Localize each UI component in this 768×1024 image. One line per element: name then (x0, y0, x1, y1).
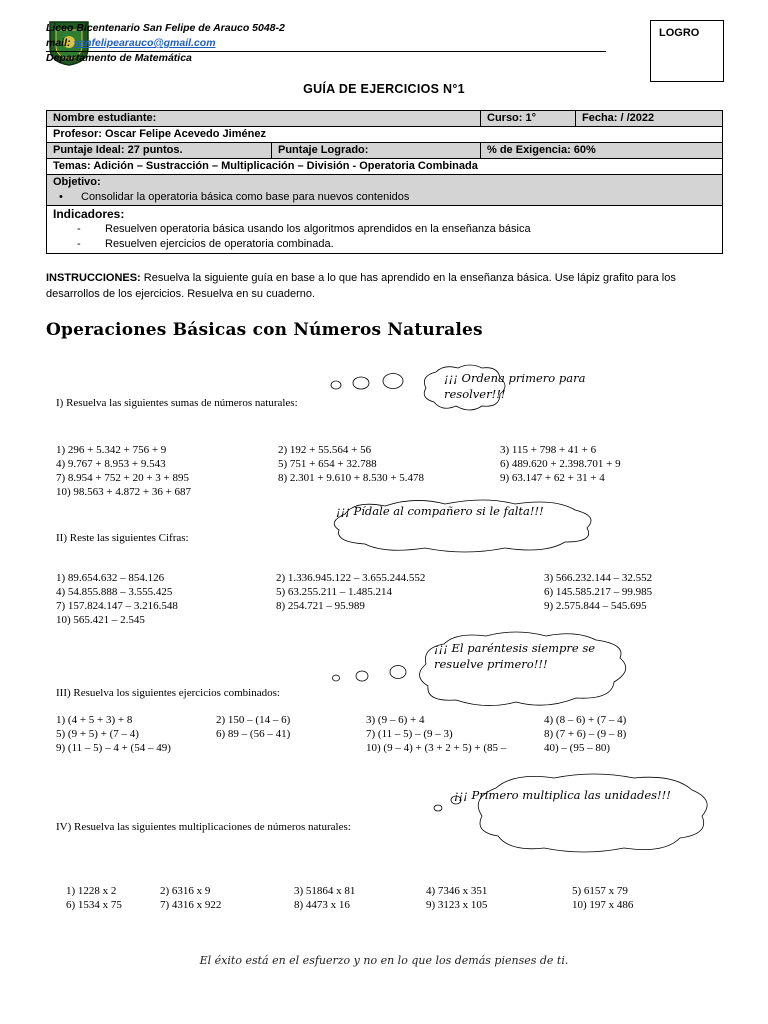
part2-col-2 (276, 571, 425, 613)
thought-bubble-icon (424, 772, 714, 856)
exercise-item: 40) – (95 – 80) (544, 742, 610, 754)
exercise-item: 10) 565.421 – 2.545 (56, 614, 145, 626)
exercise-item: 9) 3123 x 105 (426, 899, 488, 911)
part1-col-3 (500, 443, 621, 485)
info-row-topics (47, 159, 723, 175)
info-row-scores (47, 143, 723, 159)
cloud-hint-3: ¡¡¡ El paréntesis siempre se resuelve primero!!! (434, 641, 596, 671)
info-row-professor (47, 127, 723, 143)
part2-col-3 (544, 571, 652, 613)
ideal-score: Puntaje Ideal: 27 puntos. (47, 143, 272, 159)
topics: Temas: Adición – Sustracción – Multiplicación – División - Operatoria Combinada (47, 159, 723, 175)
professor-field: Profesor: Oscar Felipe Acevedo Jiménez (47, 127, 723, 143)
exercise-item: 3) (9 – 6) + 4 (366, 714, 425, 726)
exercise-item: 9) 63.147 + 62 + 31 + 4 (500, 472, 605, 484)
mail-link[interactable]: sanfelipearauco@gmail.com (73, 37, 216, 49)
part3-col-2 (216, 713, 290, 741)
exercise-item: 8) 2.301 + 9.610 + 8.530 + 5.478 (278, 472, 425, 484)
instructions-text: Resuelva la siguiente guía en base a lo que has aprendido en la enseñanza básica. Use lápiz grafito para los desarrollos de los ejercicios. Resuelva en su cuaderno. (46, 272, 676, 300)
exercise-item: 7) 4316 x 922 (160, 899, 222, 911)
part4-col-4 (426, 884, 487, 912)
exercise-item: 7) 8.954 + 752 + 20 + 3 + 895 (56, 472, 189, 484)
department-name: Departamento de Matemática (46, 52, 192, 64)
exercise-item: 9) 2.575.844 – 545.695 (544, 600, 647, 612)
exercise-item: 7) 157.824.147 – 3.216.548 (56, 600, 178, 612)
exercise-item: 2) 150 – (14 – 6) (216, 714, 291, 726)
info-row-indicators (47, 206, 723, 254)
indicators-cell (47, 206, 723, 254)
part3-col-4 (544, 713, 626, 755)
exercise-item: 1) 296 + 5.342 + 756 + 9 (56, 444, 167, 456)
part4-col-2 (160, 884, 221, 912)
part4-col-1 (66, 884, 122, 912)
student-name-field[interactable]: Nombre estudiante: (47, 111, 481, 127)
achieved-score-field[interactable]: Puntaje Logrado: (272, 143, 481, 159)
indicator-item: - Resuelven ejercicios de operatoria combinada. (77, 238, 334, 250)
exercise-item: 8) (7 + 6) – (9 – 8) (544, 728, 627, 740)
indicators-label: Indicadores: (53, 207, 125, 221)
mail-line (46, 36, 216, 51)
exercise-item: 2) 6316 x 9 (160, 885, 211, 897)
part3-col-1 (56, 713, 171, 755)
exercise-item: 1) 1228 x 2 (66, 885, 117, 897)
exercise-item: 9) (11 – 5) – 4 + (54 – 49) (56, 742, 171, 754)
exercise-item: 10) 98.563 + 4.872 + 36 + 687 (56, 486, 192, 498)
exercise-item: 5) 751 + 654 + 32.788 (278, 458, 377, 470)
part1-col-2 (278, 443, 424, 485)
logro-box: LOGRO (650, 20, 724, 82)
part2-title: II) Reste las siguientes Cifras: (56, 532, 189, 544)
info-table (46, 110, 723, 254)
instructions (46, 270, 726, 302)
bullet-icon: • (59, 191, 63, 203)
objective-item: • Consolidar la operatoria básica como base para nuevos contenidos (59, 191, 410, 203)
exercise-item: 8) 254.721 – 95.989 (276, 600, 365, 612)
footer-quote: El éxito está en el esfuerzo y no en lo que los demás pienses de ti. (199, 954, 569, 967)
mail-label: mail: (46, 37, 71, 49)
exercise-item: 5) 6157 x 79 (572, 885, 628, 897)
objective-cell (47, 175, 723, 206)
indicator-item: - Resuelven operatoria básica usando los algoritmos aprendidos en la enseñanza básica (77, 223, 531, 235)
part1-title: I) Resuelva las siguientes sumas de números naturales: (56, 397, 298, 409)
page-title: GUÍA DE EJERCICIOS N°1 (303, 82, 465, 96)
cloud-hint-1: ¡¡¡ Ordena primero para resolver!!! (444, 371, 586, 401)
exercise-item: 3) 51864 x 81 (294, 885, 356, 897)
objective-label: Objetivo: (53, 176, 101, 188)
exercise-item: 4) 54.855.888 – 3.555.425 (56, 586, 173, 598)
exercise-item: 1) (4 + 5 + 3) + 8 (56, 714, 133, 726)
cloud-hint-2: ¡¡¡ Pídale al compañero si le falta!!! (336, 504, 544, 518)
exercise-item: 1) 89.654.632 – 854.126 (56, 572, 165, 584)
cloud-hint-4: ¡¡¡ Primero multiplica las unidades!!! (454, 788, 671, 802)
exercise-item: 10) 197 x 486 (572, 899, 634, 911)
exercise-item: 6) 89 – (56 – 41) (216, 728, 291, 740)
date-field[interactable]: Fecha: / /2022 (576, 111, 723, 127)
section-title: Operaciones Básicas con Números Naturales (46, 320, 483, 340)
school-name: Liceo Bicentenario San Felipe de Arauco 5048-2 (46, 22, 285, 34)
part3-title: III) Resuelva los siguientes ejercicios combinados: (56, 687, 280, 699)
exercise-item: 2) 192 + 55.564 + 56 (278, 444, 372, 456)
exigency: % de Exigencia: 60% (481, 143, 723, 159)
course-field: Curso: 1° (481, 111, 576, 127)
part4-col-5 (572, 884, 633, 912)
part2-col-1 (56, 571, 178, 627)
info-row-student (47, 111, 723, 127)
part4-col-3 (294, 884, 355, 912)
exercise-item: 8) 4473 x 16 (294, 899, 350, 911)
exercise-item: 2) 1.336.945.122 – 3.655.244.552 (276, 572, 426, 584)
exercise-item: 4) 7346 x 351 (426, 885, 488, 897)
instructions-label: INSTRUCCIONES: (46, 272, 141, 284)
exercise-item: 6) 489.620 + 2.398.701 + 9 (500, 458, 621, 470)
part1-col-1 (56, 443, 191, 499)
exercise-item: 4) 9.767 + 8.953 + 9.543 (56, 458, 166, 470)
exercise-item: 3) 566.232.144 – 32.552 (544, 572, 653, 584)
exercise-item: 5) 63.255.211 – 1.485.214 (276, 586, 393, 598)
exercise-item: 10) (9 – 4) + (3 + 2 + 5) + (85 – (366, 742, 507, 754)
part4-title: IV) Resuelva las siguientes multiplicaciones de números naturales: (56, 821, 351, 833)
part3-col-3 (366, 713, 506, 755)
exercise-item: 3) 115 + 798 + 41 + 6 (500, 444, 597, 456)
exercise-item: 6) 145.585.217 – 99.985 (544, 586, 653, 598)
exercise-item: 5) (9 + 5) + (7 – 4) (56, 728, 139, 740)
info-row-objective (47, 175, 723, 206)
exercise-item: 6) 1534 x 75 (66, 899, 122, 911)
exercise-item: 7) (11 – 5) – (9 – 3) (366, 728, 453, 740)
exercise-item: 4) (8 – 6) + (7 – 4) (544, 714, 627, 726)
